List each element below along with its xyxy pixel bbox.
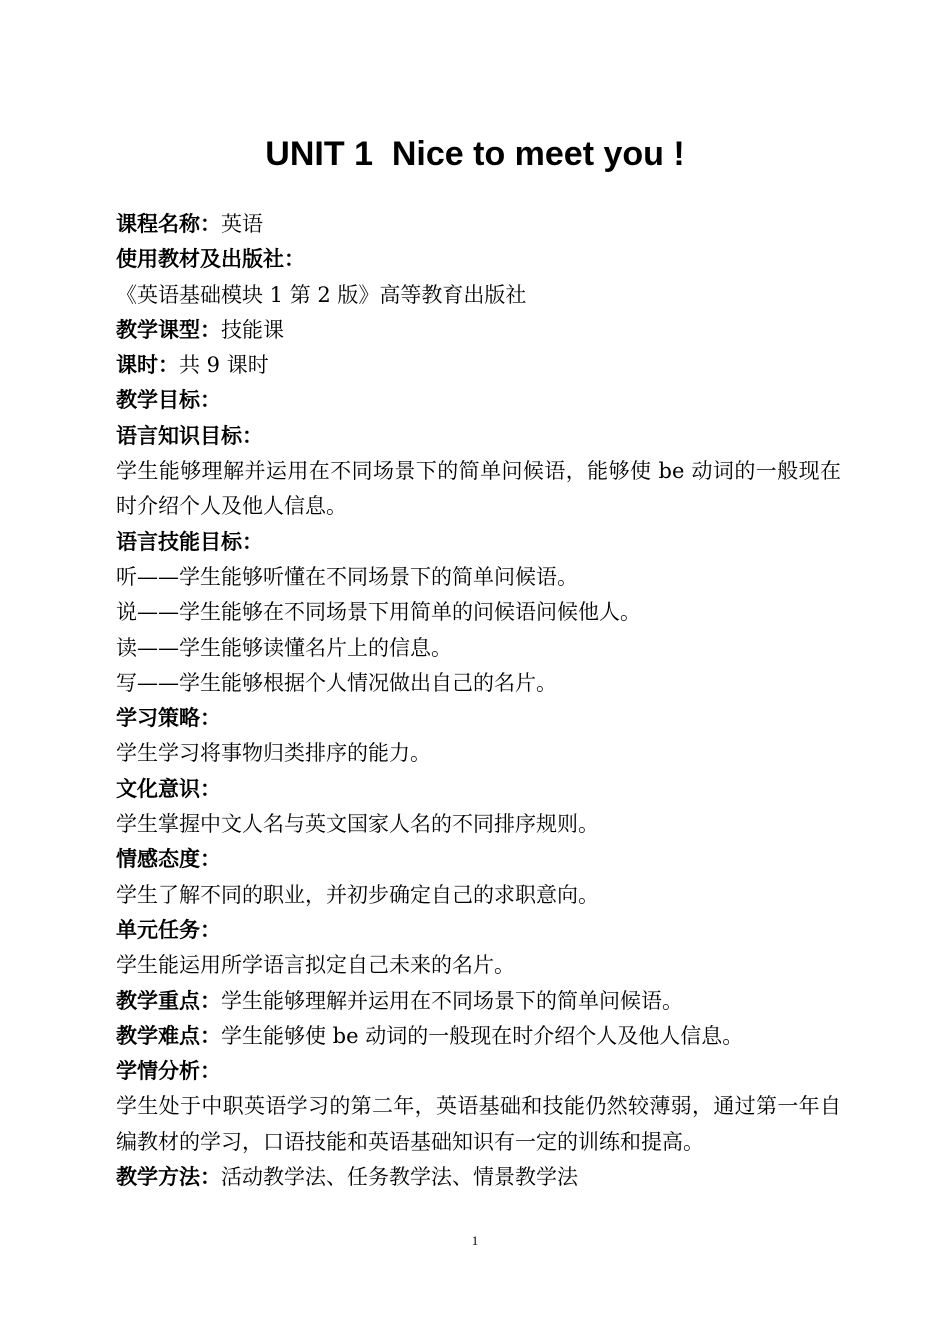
lesson-type-row [116, 313, 841, 348]
analysis-text: 学生处于中职英语学习的第二年，英语基础和技能仍然较薄弱，通过第一年自编教材的学习，口语技能和英语基础知识有一定的训练和提高。 [116, 1094, 841, 1154]
lesson-type-label: 教学课型： [116, 317, 221, 342]
objectives-label: 教学目标： [116, 388, 221, 413]
analysis-label: 学情分析： [116, 1059, 221, 1084]
skill-listen: 听——学生能够听懂在不同场景下的简单问候语。 [116, 564, 578, 589]
culture-text: 学生掌握中文人名与英文国家人名的不同排序规则。 [116, 812, 599, 837]
key-point-value: 学生能够理解并运用在不同场景下的简单问候语。 [221, 988, 683, 1013]
analysis-heading [116, 1054, 841, 1089]
emotion-heading [116, 842, 841, 877]
culture-heading [116, 772, 841, 807]
lang-knowledge-text: 学生能够理解并运用在不同场景下的简单问候语，能够使 be 动词的一般现在时介绍个人及他人信息。 [116, 459, 841, 519]
textbook-row [116, 242, 841, 277]
objectives-heading [116, 383, 841, 418]
skill-write: 写——学生能够根据个人情况做出自己的名片。 [116, 670, 557, 695]
task-heading [116, 913, 841, 948]
task-label: 单元任务： [116, 917, 221, 942]
strategy-heading [116, 701, 841, 736]
method-label: 教学方法： [116, 1165, 221, 1190]
lesson-plan-body [116, 207, 841, 1195]
difficult-point-value: 学生能够使 be 动词的一般现在时介绍个人及他人信息。 [221, 1023, 744, 1048]
textbook-label: 使用教材及出版社： [116, 247, 305, 272]
course-value: 英语 [221, 212, 263, 236]
lang-skill-label: 语言技能目标： [116, 529, 263, 554]
page-number: 1 [471, 1233, 479, 1248]
lang-knowledge-heading [116, 419, 841, 454]
culture-label: 文化意识： [116, 776, 221, 801]
skill-read: 读——学生能够读懂名片上的信息。 [116, 635, 452, 660]
key-point-row [116, 984, 841, 1019]
task-text: 学生能运用所学语言拟定自己未来的名片。 [116, 953, 515, 978]
emotion-label: 情感态度： [116, 847, 221, 872]
emotion-text: 学生了解不同的职业，并初步确定自己的求职意向。 [116, 882, 599, 907]
unit-title: UNIT 1 Nice to meet you ! [265, 135, 685, 173]
skill-speak: 说——学生能够在不同场景下用简单的问候语问候他人。 [116, 600, 641, 625]
hours-label: 课时： [116, 353, 179, 378]
hours-row [116, 348, 841, 383]
hours-value: 共 9 课时 [179, 353, 269, 378]
difficult-point-row [116, 1019, 841, 1054]
course-row [116, 207, 841, 242]
lang-skill-heading [116, 525, 841, 560]
difficult-point-label: 教学难点： [116, 1023, 221, 1048]
textbook-value: 《英语基础模块 1 第 2 版》高等教育出版社 [116, 282, 527, 307]
key-point-label: 教学重点： [116, 988, 221, 1013]
method-value: 活动教学法、任务教学法、情景教学法 [221, 1165, 578, 1190]
strategy-label: 学习策略： [116, 706, 221, 731]
method-row [116, 1160, 841, 1195]
lang-knowledge-label: 语言知识目标： [116, 423, 263, 448]
lesson-type-value: 技能课 [221, 317, 284, 342]
course-label: 课程名称： [116, 212, 221, 236]
strategy-text: 学生学习将事物归类排序的能力。 [116, 741, 431, 766]
